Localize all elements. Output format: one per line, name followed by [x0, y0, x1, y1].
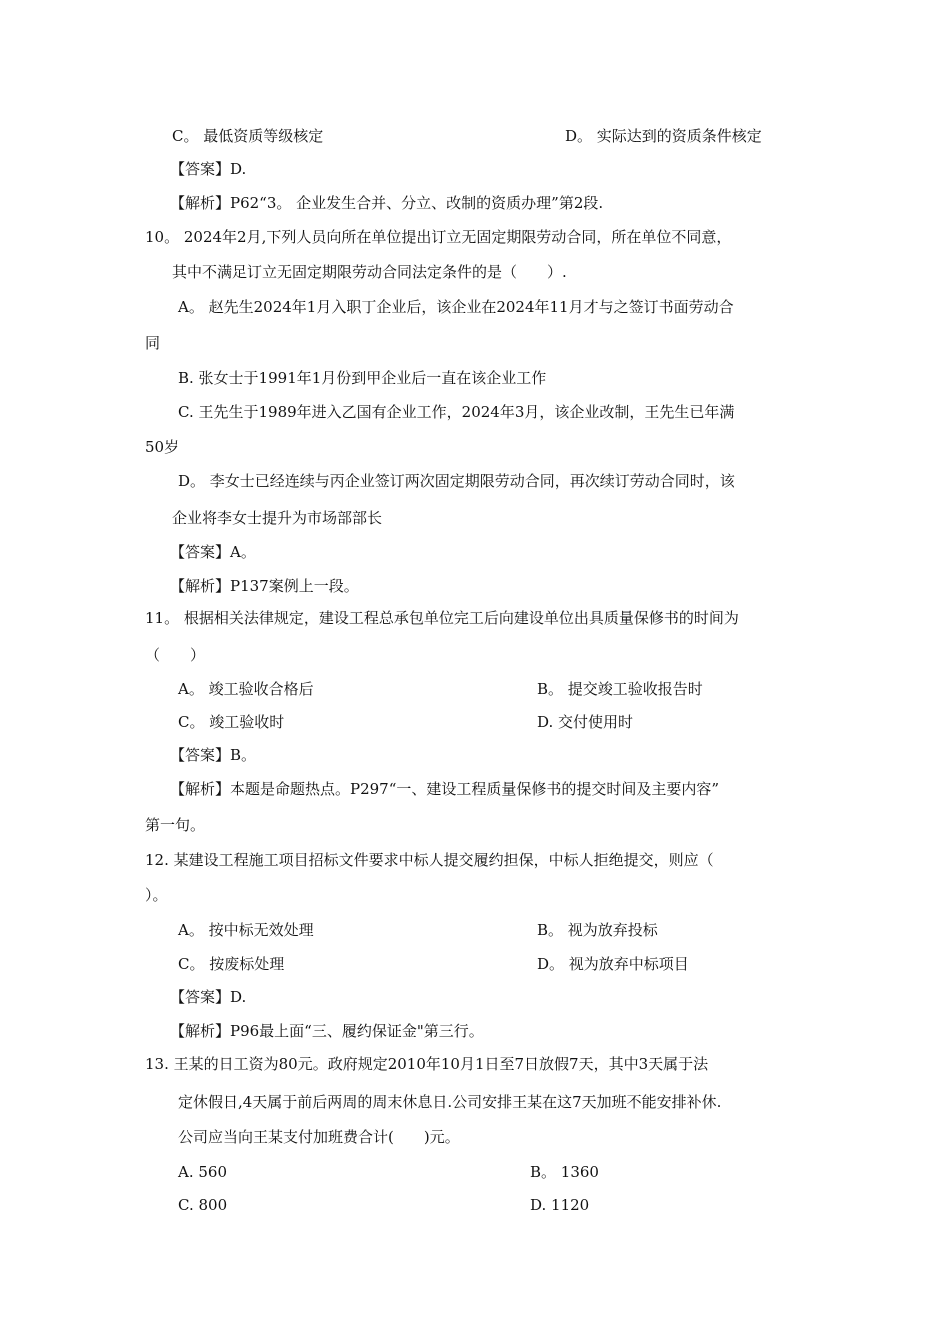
q11-option-a: A。 竣工验收合格后 [178, 680, 314, 698]
q12-option-c: C。 按废标处理 [178, 955, 285, 973]
q9-analysis: 【解析】P62“3。 企业发生合并、分立、改制的资质办理”第2段. [170, 194, 604, 212]
q12-stem-line2: ）。 [145, 886, 168, 904]
q12-option-d: D。 视为放弃中标项目 [537, 955, 689, 973]
q11-analysis-line1: 【解析】本题是命题热点。P297“一、建设工程质量保修书的提交时间及主要内容” [170, 780, 720, 798]
q11-answer: 【答案】B。 [170, 746, 257, 764]
q13-option-a: A. 560 [178, 1163, 227, 1181]
q11-option-c: C。 竣工验收时 [178, 713, 285, 731]
q11-stem-line2: （ ） [145, 646, 206, 664]
q11-analysis-line2: 第一句。 [145, 816, 206, 834]
q10-answer: 【答案】A。 [170, 543, 256, 561]
q13-option-c: C. 800 [178, 1196, 228, 1214]
q10-option-a-line1: A。 赵先生2024年1月入职丁企业后，该企业在2024年11月才与之签订书面劳动合 [178, 298, 734, 316]
q12-analysis: 【解析】P96最上面“三、履约保证金"第三行。 [170, 1022, 484, 1040]
q13-stem-line2: 定休假日,4天属于前后两周的周末休息日.公司安排王某在这7天加班不能安排补休. [178, 1093, 722, 1111]
q12-option-b: B。 视为放弃投标 [537, 921, 658, 939]
q10-option-c-line2: 50岁 [145, 438, 180, 456]
q13-stem-line3: 公司应当向王某支付加班费合计( )元。 [178, 1128, 460, 1146]
q10-stem-line2: 其中不满足订立无固定期限劳动合同法定条件的是（ ）. [172, 263, 567, 281]
q10-option-c-line1: C. 王先生于1989年进入乙国有企业工作，2024年3月，该企业改制，王先生已年满 [178, 403, 735, 421]
q10-option-b: B. 张女士于1991年1月份到甲企业后一直在该企业工作 [178, 369, 547, 387]
q11-stem-line1: 11。 根据相关法律规定，建设工程总承包单位完工后向建设单位出具质量保修书的时间为 [145, 609, 739, 627]
q12-answer: 【答案】D. [170, 988, 247, 1006]
q13-option-d: D. 1120 [530, 1196, 590, 1214]
q9-option-c: C。 最低资质等级核定 [172, 127, 324, 145]
q10-option-d-line1: D。 李女士已经连续与丙企业签订两次固定期限劳动合同，再次续订劳动合同时，该 [178, 472, 735, 490]
q11-option-b: B。 提交竣工验收报告时 [537, 680, 703, 698]
q13-stem-line1: 13. 王某的日工资为80元。政府规定2010年10月1日至7日放假7天，其中3天属于法 [145, 1055, 709, 1073]
q10-option-a-line2: 同 [145, 334, 161, 352]
q12-option-a: A。 按中标无效处理 [178, 921, 314, 939]
q13-option-b: B。 1360 [530, 1163, 599, 1181]
q9-answer: 【答案】D. [170, 160, 247, 178]
q11-option-d: D. 交付使用时 [537, 713, 634, 731]
q10-analysis: 【解析】P137案例上一段。 [170, 577, 359, 595]
q9-option-d: D。 实际达到的资质条件核定 [565, 127, 762, 145]
q10-option-d-line2: 企业将李女士提升为市场部部长 [172, 509, 383, 527]
q10-stem-line1: 10。 2024年2月,下列人员向所在单位提出订立无固定期限劳动合同，所在单位不同意， [145, 228, 732, 246]
q12-stem-line1: 12. 某建设工程施工项目招标文件要求中标人提交履约担保，中标人拒绝提交，则应（ [145, 851, 714, 869]
